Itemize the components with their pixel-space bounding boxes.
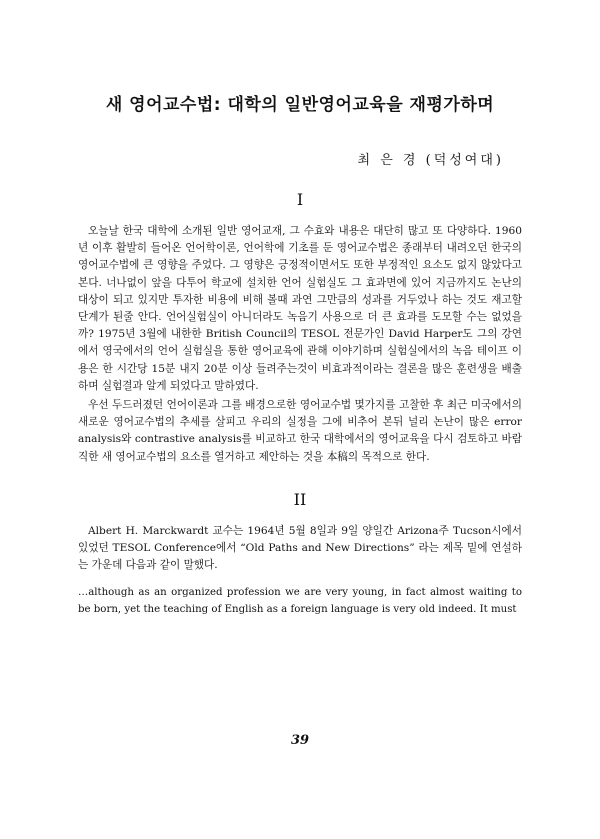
body-paragraph-3: Albert H. Marckwardt 교수는 1964년 5월 8일과 9일 양일간 Arizona주 Tucson시에서 있었던 TESOL Conference에서 “Old Paths and New Directions” 라는 제목 밑에 연설하는 가운데 다음과 같이 말했다. <box>78 524 522 572</box>
article-title: 새 영어교수법: 대학의 일반영어교육을 재평가하며 <box>105 95 495 115</box>
section-heading-1: I <box>296 190 304 209</box>
section-heading-2: II <box>293 489 307 509</box>
body-paragraph-2: 우선 두드러졌던 언어이론과 그를 배경으로한 영어교수법 몇가지를 고찰한 후 최근 미국에서의 새로운 영어교수법의 추세를 살피고 우리의 실정을 그에 비추어 본뒤 널리 논난이 많은 error analysis와 contrastive analysis를 비교하고 한국 대학에서의 영어교육을 다시 검토하고 바람직한 새 영어교수법의 요소를 열거하고 제안하는 것을 本稿의 목적으로 한다. <box>78 399 522 463</box>
block-quote: …although as an organized profession we are very young, in fact almost waiting to be born, yet the teaching of English as a foreign language is very old indeed. It must <box>78 587 522 616</box>
body-paragraph-1: 오늘날 한국 대학에 소개된 일반 영어교재, 그 수효와 내용은 대단히 많고 또 다양하다. 1960년 이후 활발히 들어온 언어학이론, 언어학에 기초를 둔 영어교수법은 종래부터 내려오던 한국의 영어교수법에 큰 영향을 주었다. 그 영향은 긍정적이면서도 또한 부정적인 요소도 없지 않았다고 본다. 너나없이 앞을 다투어 학교에 설치한 언어 실험실도 그 효과면에 있어 지금까지도 논난의 대상이 되고 있지만 투자한 비용에 비해 볼때 과연 그만큼의 성과를 거두었나 하는 것도 재고할 단계가 된줄 안다. 언어실험실이 아니더라도 녹음기 사용으로 더 큰 효과를 도모할 수는 없었을까? 1975년 3월에 내한한 British Council의 TESOL 전문가인 David Harper도 그의 강연에서 영국에서의 언어 실험실을 통한 영어교육에 관해 이야기하며 실험실에서의 녹음 테이프 이용은 한 시간당 15분 내지 20분 이상 들려주는것이 비효과적이라는 결론을 많은 훈련생을 배출하며 실험결과 알게 되었다고 말하였다. <box>78 225 522 392</box>
author-line: 최 은 경 (덕성여대) <box>357 153 504 168</box>
page-number: 39 <box>290 733 310 748</box>
